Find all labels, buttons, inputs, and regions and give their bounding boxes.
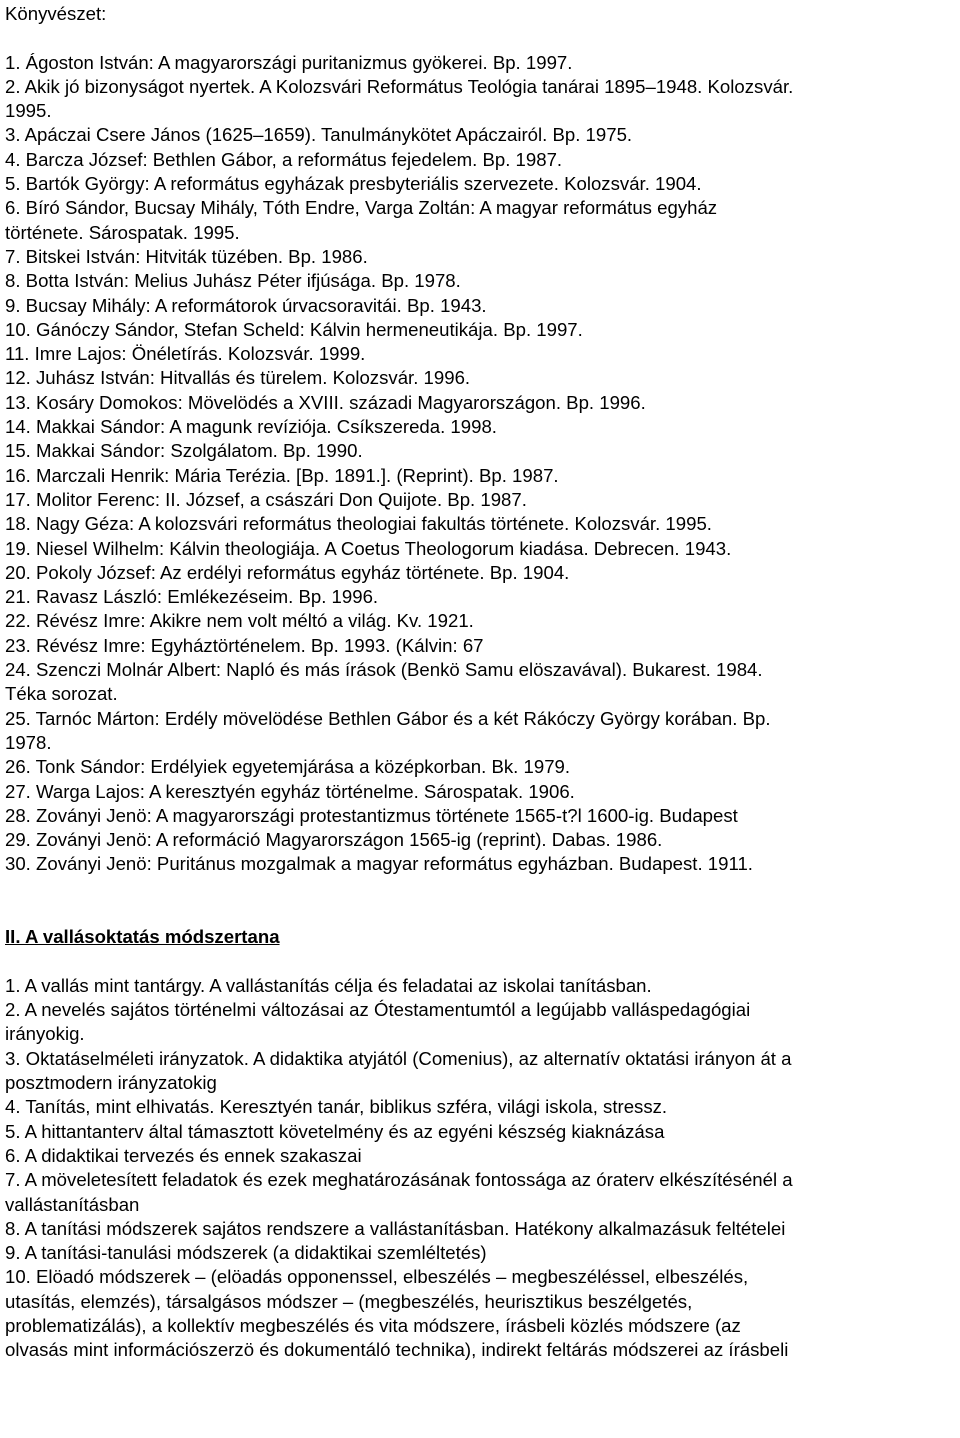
spacer <box>5 901 955 925</box>
section-heading: II. A vallásoktatás módszertana <box>5 926 280 948</box>
bibliography-entry-line: története. Sárospatak. 1995. <box>5 221 240 243</box>
topic-line: problematizálás), a kollektív megbeszélés és vita módszere, írásbeli közlés módszere (az <box>5 1315 741 1337</box>
topic-line: 3. Oktatáselméleti irányzatok. A didaktika atyjától (Comenius), az alternatív oktatási irányon át a <box>5 1047 792 1069</box>
topic-line: 1. A vallás mint tantárgy. A vallástanítás célja és feladatai az iskolai tanításban. <box>5 974 652 996</box>
bibliography-entry-line: 24. Szenczi Molnár Albert: Napló és más írások (Benkö Samu elöszavával). Bukarest. 1984. <box>5 659 763 681</box>
bibliography-entry-line: 11. Imre Lajos: Önéletírás. Kolozsvár. 1999. <box>5 343 366 365</box>
topic-line: 5. A hittantanterv által támasztott követelmény és az egyéni készség kiaknázása <box>5 1120 665 1142</box>
bibliography-entry-line: 10. Gánóczy Sándor, Stefan Scheld: Kálvin hermeneutikája. Bp. 1997. <box>5 318 583 340</box>
bibliography-entry-line: 1995. <box>5 100 52 122</box>
topic-line: vallástanításban <box>5 1193 140 1215</box>
bibliography-entry-line: 28. Zoványi Jenö: A magyarországi protestantizmus története 1565-t?l 1600-ig. Budapest <box>5 804 738 826</box>
spacer <box>5 950 955 974</box>
bibliography-entry-line: 3. Apáczai Csere János (1625–1659). Tanulmánykötet Apáczairól. Bp. 1975. <box>5 124 633 146</box>
section-topic-list <box>5 974 955 1363</box>
bibliography-entry-line: 20. Pokoly József: Az erdélyi református egyház története. Bp. 1904. <box>5 561 570 583</box>
bibliography-entry-line: 7. Bitskei István: Hitviták tüzében. Bp. 1986. <box>5 245 368 267</box>
bibliography-entry-line: 1978. <box>5 731 52 753</box>
bibliography-entry-line: 15. Makkai Sándor: Szolgálatom. Bp. 1990. <box>5 440 363 462</box>
topic-line: 4. Tanítás, mint elhivatás. Keresztyén tanár, biblikus szféra, világi iskola, stressz. <box>5 1096 668 1118</box>
bibliography-entry-line: Téka sorozat. <box>5 683 118 705</box>
spacer <box>5 26 955 50</box>
bibliography-entry-line: 18. Nagy Géza: A kolozsvári református theologiai fakultás története. Kolozsvár. 1995. <box>5 513 712 535</box>
bibliography-entry-line: 5. Bartók György: A református egyházak presbyteriális szervezete. Kolozsvár. 1904. <box>5 173 702 195</box>
spacer <box>5 877 955 901</box>
topic-line: olvasás mint információszerzö és dokumentáló technika), indirekt feltárás módszerei az írásbeli <box>5 1339 789 1361</box>
bibliography-entry-line: 2. Akik jó bizonyságot nyertek. A Kolozsvári Református Teológia tanárai 1895–1948. Kolozsvár. <box>5 75 794 97</box>
bibliography-entry-line: 23. Révész Imre: Egyháztörténelem. Bp. 1993. (Kálvin: 67 <box>5 634 484 656</box>
bibliography-entry-line: 30. Zoványi Jenö: Puritánus mozgalmak a magyar református egyházban. Budapest. 1911. <box>5 853 753 875</box>
bibliography-list <box>5 51 955 877</box>
bibliography-entry-line: 29. Zoványi Jenö: A reformáció Magyarországon 1565-ig (reprint). Dabas. 1986. <box>5 829 663 851</box>
topic-line: utasítás, elemzés), társalgásos módszer – (megbeszélés, heurisztikus beszélgetés, <box>5 1290 693 1312</box>
bibliography-entry-line: 4. Barcza József: Bethlen Gábor, a református fejedelem. Bp. 1987. <box>5 148 563 170</box>
bibliography-entry-line: 1. Ágoston István: A magyarországi puritanizmus gyökerei. Bp. 1997. <box>5 51 573 73</box>
bibliography-entry-line: 9. Bucsay Mihály: A reformátorok úrvacsoravitái. Bp. 1943. <box>5 294 487 316</box>
topic-line: 7. A möveletesített feladatok és ezek meghatározásának fontossága az óraterv elkészítésénél a <box>5 1169 793 1191</box>
bibliography-entry-line: 26. Tonk Sándor: Erdélyiek egyetemjárása a középkorban. Bk. 1979. <box>5 756 571 778</box>
bibliography-entry-line: 19. Niesel Wilhelm: Kálvin theologiája. A Coetus Theologorum kiadása. Debrecen. 1943. <box>5 537 732 559</box>
topic-line: 10. Elöadó módszerek – (elöadás opponenssel, elbeszélés – megbeszéléssel, elbeszélés, <box>5 1266 749 1288</box>
bibliography-entry-line: 16. Marczali Henrik: Mária Terézia. [Bp. 1891.]. (Reprint). Bp. 1987. <box>5 464 559 486</box>
bibliography-entry-line: 13. Kosáry Domokos: Mövelödés a XVIII. századi Magyarországon. Bp. 1996. <box>5 391 646 413</box>
bibliography-entry-line: 12. Juhász István: Hitvallás és türelem. Kolozsvár. 1996. <box>5 367 471 389</box>
topic-line: 6. A didaktikai tervezés és ennek szakaszai <box>5 1144 362 1166</box>
bibliography-entry-line: 14. Makkai Sándor: A magunk revíziója. Csíkszereda. 1998. <box>5 416 497 438</box>
topic-line: posztmodern irányzatokig <box>5 1072 217 1094</box>
bibliography-entry-line: 21. Ravasz László: Emlékezéseim. Bp. 1996. <box>5 586 379 608</box>
bibliography-entry-line: 6. Bíró Sándor, Bucsay Mihály, Tóth Endre, Varga Zoltán: A magyar református egyház <box>5 197 718 219</box>
document-page <box>5 2 955 1363</box>
bibliography-entry-line: 17. Molitor Ferenc: II. József, a császári Don Quijote. Bp. 1987. <box>5 488 527 510</box>
topic-line: irányokig. <box>5 1023 85 1045</box>
topic-line: 9. A tanítási-tanulási módszerek (a didaktikai szemléltetés) <box>5 1242 487 1264</box>
bibliography-entry-line: 27. Warga Lajos: A keresztyén egyház történelme. Sárospatak. 1906. <box>5 780 575 802</box>
bibliography-entry-line: 25. Tarnóc Márton: Erdély mövelödése Bethlen Gábor és a két Rákóczy György korában. Bp. <box>5 707 771 729</box>
bibliography-title: Könyvészet: <box>5 3 107 24</box>
bibliography-entry-line: 22. Révész Imre: Akikre nem volt méltó a világ. Kv. 1921. <box>5 610 474 632</box>
topic-line: 2. A nevelés sajátos történelmi változásai az Ótestamentumtól a legújabb valláspedagógiai <box>5 999 751 1021</box>
bibliography-entry-line: 8. Botta István: Melius Juhász Péter ifjúsága. Bp. 1978. <box>5 270 461 292</box>
topic-line: 8. A tanítási módszerek sajátos rendszere a vallástanításban. Hatékony alkalmazásuk feltételei <box>5 1217 786 1239</box>
